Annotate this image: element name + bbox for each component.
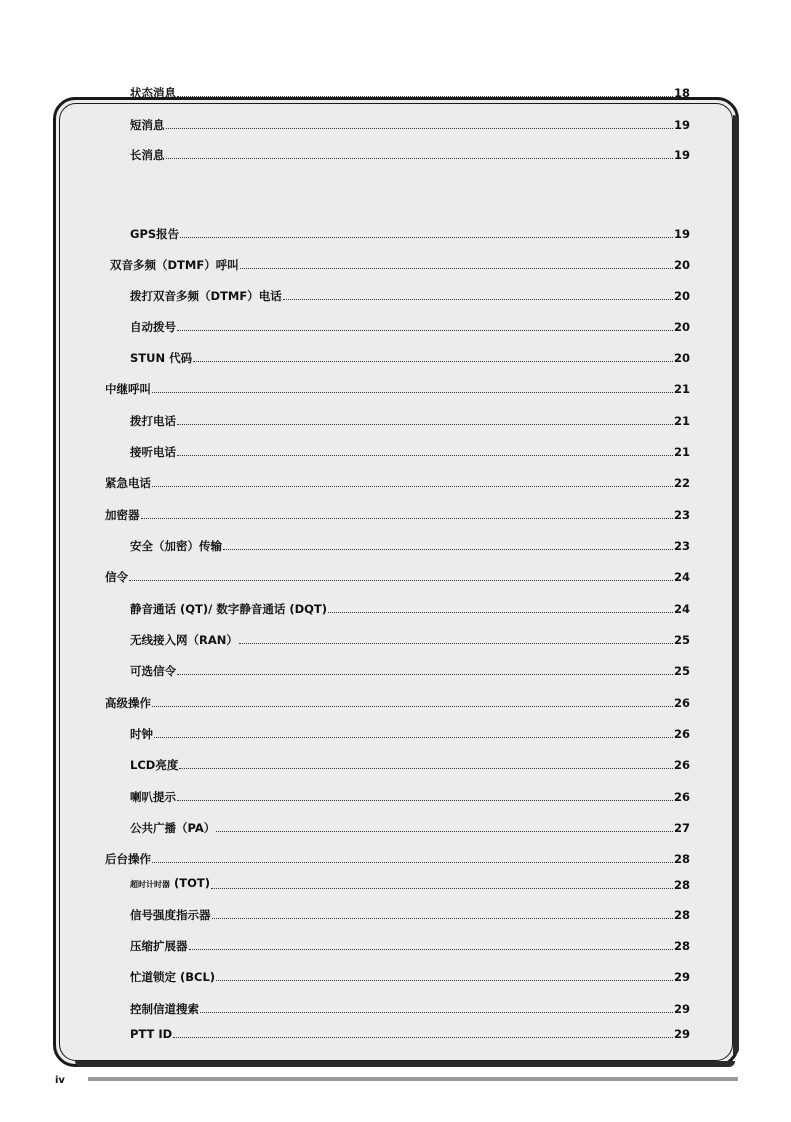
toc-entry[interactable]: 状态消息 18 — [130, 86, 690, 100]
toc-entry[interactable]: 后台操作 28 — [105, 852, 690, 866]
toc-entry[interactable]: 拨打双音多频（DTMF）电话 20 — [130, 289, 690, 303]
toc-entry[interactable]: 自动拨号 20 — [130, 320, 690, 334]
toc-entry[interactable]: 双音多频（DTMF）呼叫 20 — [110, 258, 690, 272]
toc-entry[interactable]: 控制信道搜索 29 — [130, 1002, 690, 1016]
toc-entry[interactable]: 短消息 19 — [130, 118, 690, 132]
toc-entry[interactable]: 静音通话 (QT)/ 数字静音通话 (DQT) 24 — [130, 602, 690, 616]
toc-entry[interactable]: STUN 代码 20 — [130, 351, 690, 365]
page-number: iv — [55, 1075, 65, 1086]
toc-entry[interactable]: PTT ID 29 — [130, 1027, 690, 1041]
toc-entry[interactable]: 高级操作 26 — [105, 696, 690, 710]
toc-entry[interactable]: 超时计时器 (TOT) 28 — [130, 876, 690, 892]
toc-entry[interactable]: 安全（加密）传输 23 — [130, 539, 690, 553]
toc-entry[interactable]: LCD亮度 26 — [130, 758, 690, 772]
frame-shadow-right — [733, 115, 739, 1055]
toc-entry[interactable]: GPS报告 19 — [130, 227, 690, 241]
toc-entry[interactable]: 拨打电话 21 — [130, 414, 690, 428]
toc-entry[interactable]: 压缩扩展器 28 — [130, 939, 690, 953]
toc-entry[interactable]: 中继呼叫 21 — [105, 382, 690, 396]
toc-entry[interactable]: 公共广播（PA） 27 — [130, 821, 690, 835]
toc-entry[interactable]: 忙道锁定 (BCL) 29 — [130, 970, 690, 984]
toc-entry[interactable]: 可选信令 25 — [130, 664, 690, 678]
toc-entry[interactable]: 喇叭提示 26 — [130, 790, 690, 804]
footer-rule — [88, 1077, 738, 1081]
toc-entry[interactable]: 长消息 19 — [130, 148, 690, 162]
frame-shadow-bottom — [75, 1061, 735, 1067]
toc-entry[interactable]: 无线接入网（RAN） 25 — [130, 633, 690, 647]
toc-entry[interactable]: 信令 24 — [105, 570, 690, 584]
toc-entry[interactable]: 信号强度指示器 28 — [130, 908, 690, 922]
toc-entry[interactable]: 紧急电话 22 — [105, 476, 690, 490]
toc-entry[interactable]: 加密器 23 — [105, 508, 690, 522]
toc-entry[interactable]: 接听电话 21 — [130, 445, 690, 459]
toc-entry[interactable]: 时钟 26 — [130, 727, 690, 741]
